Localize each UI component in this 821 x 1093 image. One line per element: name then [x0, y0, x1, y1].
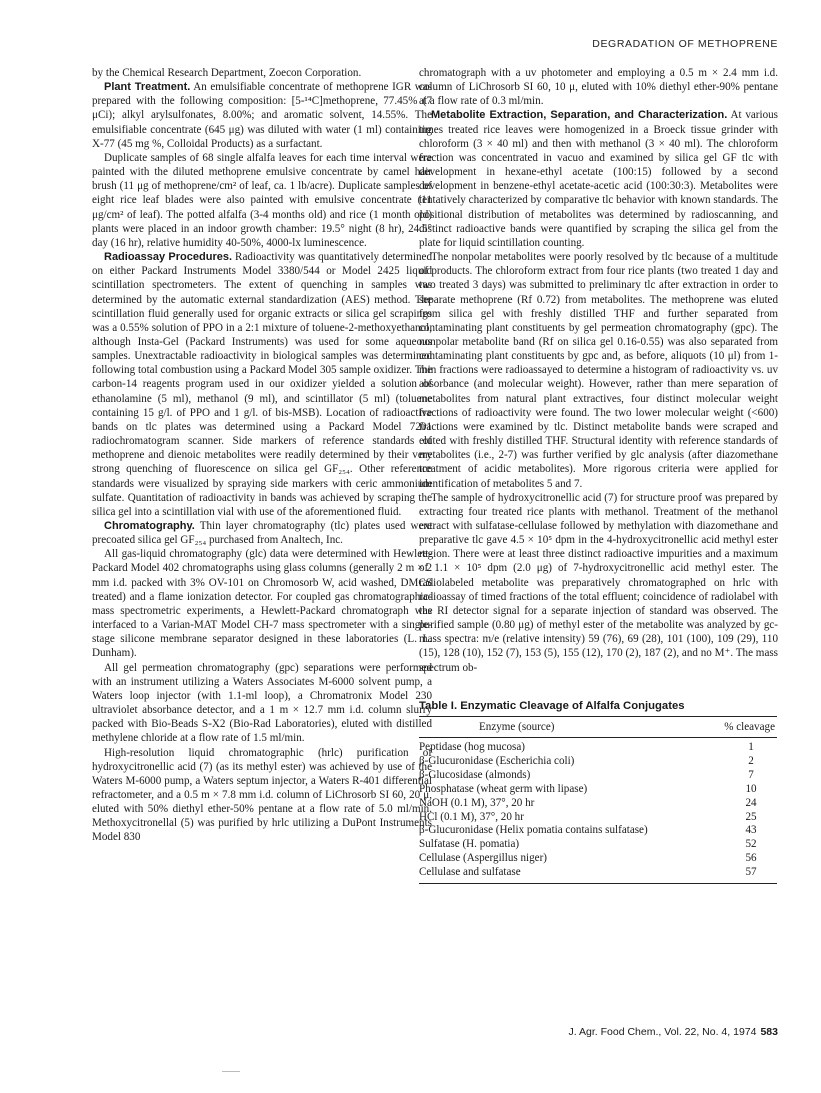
- enzyme-cell: Peptidase (hog mucosa): [419, 741, 525, 754]
- table-title: Table I. Enzymatic Cleavage of Alfalfa Conjugates: [419, 699, 685, 712]
- table-row: [419, 838, 777, 852]
- cleavage-cell: 2: [748, 754, 754, 767]
- table-bottom-rule: [419, 883, 777, 884]
- paragraph-text: Radioactivity was quantitatively determined on either Packard Instruments Model 3380/544 or Model 2425 liquid scintillation spectrometers. The extent of quenching in samples was determined by the automatic external standardization (AES) method. The scintillation fluid generally used for organic extracts or silica gel scrapings was a 0.55% solution of PPO in a 2:1 mixture of toluene-2-methoxyethanol, although Insta-Gel (Packard Instruments) was used for some aqueous samples. Unextractable radioactivity in biological samples was determined following total combustion using a Packard Model 305 sample oxidizer. The carbon-14 reagents program used in our oxidizer yielded a solution of ethanolamine (5 ml), methanol (9 ml), and scintillator (5 ml) (toluene containing 15 g/l. of PPO and 1 g/l. of bis-MSB). Location of radioactive bands on tlc plates was determined using a Packard Model 7201 radiochromatogram scanner. Side markers of reference standards of methoprene and dienoic metabolites were readily determined by their very strong quenching of fluorescence on silica gel GF₂₅₄. Other reference standards were visualized by spraying side markers with ceric ammonium sulfate. Quantitation of radioactivity in bands was achieved by scraping the silica gel into a scintillation vial with use of the aforementioned fluid.: [92, 251, 432, 518]
- cleavage-cell: 57: [745, 866, 757, 879]
- left-paragraph: [92, 547, 432, 660]
- right-column: [419, 66, 778, 884]
- cleavage-cell: 52: [745, 838, 757, 851]
- enzyme-table: [419, 699, 777, 884]
- enzyme-cell: Cellulase (Aspergillus niger): [419, 852, 547, 865]
- enzyme-cell: Sulfatase (H. pomatia): [419, 838, 520, 851]
- enzyme-cell: β-Glucuronidase (Helix pomatia contains sulfatase): [419, 824, 648, 837]
- cleavage-cell: 56: [745, 852, 757, 865]
- table-row: [419, 852, 777, 866]
- left-paragraph: [92, 519, 432, 547]
- enzyme-cell: Phosphatase (wheat germ with lipase): [419, 782, 588, 795]
- table-header-enzyme: Enzyme (source): [479, 720, 555, 733]
- table-row: [419, 741, 777, 755]
- table-row: [419, 811, 777, 825]
- table-row: [419, 824, 777, 838]
- left-paragraph: [92, 80, 432, 151]
- enzyme-cell: HCl (0.1 M), 37°, 20 hr: [419, 810, 524, 823]
- left-paragraph: [92, 66, 432, 80]
- left-paragraph: [92, 151, 432, 250]
- right-paragraph: [419, 108, 778, 250]
- right-column-text: [419, 66, 778, 675]
- page-footer: [569, 1026, 778, 1038]
- table-row: [419, 755, 777, 769]
- paragraph-text: An emulsifiable concentrate of methoprene IGR was prepared with the following composition: [5-¹⁴C]methoprene, 77.45% (7 μCi); alkyl arylsulfonates, 8.00%; and aromatic solvent, 14.55%. The emulsifiable concentrate (645 μg) was diluted with water (1 ml) containing X-77 (45 mg %, Colloidal Products) as a surfactant.: [92, 81, 433, 150]
- cleavage-cell: 25: [745, 810, 757, 823]
- paragraph-text: All gas-liquid chromatography (glc) data were determined with Hewlett-Packard Model 402 chromatographs using glass columns (generally 2 m × 2 mm i.d. packed with 3% OV-101 on Chromosorb W, acid washed, DMCS treated) and a flame ionization detector. For coupled gas chromatographic-mass spectrometric experiments, a Hewlett-Packard chromatograph was interfaced to a Varian-MAT Model CH-7 mass spectrometer with a single-stage silicone membrane separator designed in these laboratories (L. L. Dunham).: [92, 548, 432, 660]
- paragraph-text: The sample of hydroxycitronellic acid (7) for structure proof was prepared by extracting four treated rice plants with methanol. Treatment of the methanol extract with sulfatase-cellulase followed by methylation with diazomethane and preparative tlc gave 4.5 × 10⁵ dpm in the 4-hydroxycitronellic acid methyl ester region. There were at least three distinct radioactive impurities and a maximum of 1.1 × 10⁵ dpm (2.0 μg) of 7-hydroxycitronellic acid methyl ester. The radiolabeled metabolite was preparatively chromatographed on hrlc with radioassay of timed fractions of the total effluent; coincidence of radiolabel with the RI detector signal for a separate injection of standard was observed. The purified sample (0.80 μg) of methyl ester of the metabolite was analyzed by gc-mass spectra: m/e (relative intensity) 59 (76), 69 (28), 101 (100), 109 (29), 110 (15), 128 (10), 152 (7), 153 (5), 155 (12), 170 (2), 187 (2), and no M⁺. The mass spectrum ob-: [419, 491, 778, 674]
- table-row: [419, 866, 777, 880]
- cleavage-cell: 24: [745, 796, 757, 809]
- table-header: [419, 717, 777, 738]
- cleavage-cell: 10: [745, 782, 757, 795]
- journal-citation: J. Agr. Food Chem., Vol. 22, No. 4, 1974: [568, 1026, 757, 1038]
- running-head: DEGRADATION OF METHOPRENE: [592, 38, 778, 50]
- section-heading: Radioassay Procedures.: [104, 251, 233, 264]
- section-heading: Metabolite Extraction, Separation, and Characterization.: [431, 109, 728, 122]
- page-number: 583: [760, 1026, 778, 1038]
- cleavage-cell: 7: [748, 768, 754, 781]
- right-paragraph: [419, 250, 778, 491]
- scan-mark: [222, 1071, 240, 1072]
- table-body: [419, 738, 777, 880]
- section-heading: Plant Treatment.: [104, 81, 191, 94]
- enzyme-cell: Cellulase and sulfatase: [419, 866, 521, 879]
- paragraph-text: by the Chemical Research Department, Zoecon Corporation.: [92, 67, 362, 79]
- enzyme-cell: β-Glucosidase (almonds): [419, 768, 531, 781]
- section-heading: Chromatography.: [104, 520, 195, 532]
- left-paragraph: [92, 661, 432, 746]
- paragraph-text: Thin layer chromatography (tlc) plates used were precoated silica gel GF₂₅₄ purchased from Analtech, Inc.: [92, 520, 432, 547]
- paragraph-text: chromatograph with a uv photometer and employing a 0.5 m × 2.4 mm i.d. column of LiChrosorb SI 60, 10 μ, eluted with 10% diethyl ether-90% pentane at a flow rate of 0.3 ml/min.: [419, 67, 778, 108]
- table-header-cleavage: % cleavage: [724, 720, 775, 733]
- cleavage-cell: 1: [748, 741, 754, 754]
- table-row: [419, 797, 777, 811]
- paragraph-text: All gel permeation chromatography (gpc) separations were performed with an instrument utilizing a Waters Associates M-6000 solvent pump, a Waters loop injector (with 1.1-ml loop), a Chromatronix Model 230 ultraviolet absorbance detector, and a 1 m × 12.7 mm i.d. column slurry packed with Bio-Beads S-X2 (Bio-Rad Laboratories), eluted with distilled methylene chloride at a flow rate of 1.5 ml/min.: [92, 661, 432, 745]
- right-paragraph: [419, 491, 778, 675]
- right-paragraph: [419, 66, 778, 108]
- paragraph-text: Duplicate samples of 68 single alfalfa leaves for each time interval were painted with the diluted methoprene emulsive concentrate by camel hair brush (11 μg of methoprene/cm² of leaf, ca. 1 lb/acre). Duplicate samples of eight rice leaf blades were also painted with emulsive concentrate (11 μg/cm² of leaf). The potted alfalfa (3-4 months old) and rice (1 month old) plants were placed in an indoor growth chamber: 19.5° night (8 hr), 24.5° day (16 hr), relative humidity 40-50%, 4000-lx luminescence.: [92, 151, 432, 249]
- paragraph-text: The nonpolar metabolites were poorly resolved by tlc because of a multitude of products. The chloroform extract from four rice plants (two treated 1 day and two treated 3 days) was submitted to preliminary tlc after extraction in order to separate methoprene (Rf 0.72) from metabolites. The methoprene was eluted from silica gel with freshly distilled THF and further separated from contaminating plant constituents by gel permeation chromatography (gpc). The nonpolar metabolite band (Rf on silica gel 0.16-0.55) was also separated from contaminating plant constituents by gpc and, as before, aliquots (10 μl) from 1-min fractions were radioassayed to determine a histogram of radioactivity vs. uv absorbance (and molecular weight). However, rather than mere separation of metabolites from natural plant extractives, four distinct molecular weight fractions of radioactivity were found. The two lower molecular weight (<600) fractions were examined by tlc. Distinct metabolite bands were scraped and eluted with freshly distilled THF. Structural identity with reference standards of metabolites (i.e., 2-7) was further verified by glc analysis (after diazomethane treatment of acidic metabolites). More rigorous criteria were applied for identification of metabolites 5 and 7.: [419, 251, 778, 490]
- table-row: [419, 783, 777, 797]
- left-paragraph: [92, 250, 432, 519]
- left-paragraph: [92, 746, 432, 845]
- table-row: [419, 769, 777, 783]
- paragraph-text: At various times treated rice leaves were homogenized in a Broeck tissue grinder with chloroform (3 × 40 ml) and then with methanol (3 × 40 ml). The chloroform fraction was concentrated in vacuo and examined by silica gel GF tlc with development in hexane-ethyl acetate (100:15) followed by a second development in benzene-ethyl acetate-acetic acid (100:30:3). Metabolites were tentatively characterized by comparative tlc behavior with known standards. The positional distribution of metabolites was determined by radioscanning, and distinct radioactive bands were quantified by scraping the silica gel from the plate for liquid scintillation counting.: [419, 109, 778, 249]
- enzyme-cell: NaOH (0.1 M), 37°, 20 hr: [419, 796, 535, 809]
- enzyme-cell: β-Glucuronidase (Escherichia coli): [419, 754, 575, 767]
- cleavage-cell: 43: [745, 824, 757, 837]
- paragraph-text: High-resolution liquid chromatographic (hrlc) purification of hydroxycitronellic acid (7) (as its methyl ester) was achieved by use of the Waters M-6000 pump, a Waters septum injector, a Waters R-401 differential refractometer, and a 0.5 m × 7.8 mm i.d. column of LiChrosorb SI 60, 20 μ, eluted with 50% diethyl ether-50% pentane at a flow rate of 5.0 ml/min. Methoxycitronellal (5) was purified by hrlc utilizing a DuPont Instruments Model 830: [92, 746, 432, 844]
- left-column: [92, 66, 432, 845]
